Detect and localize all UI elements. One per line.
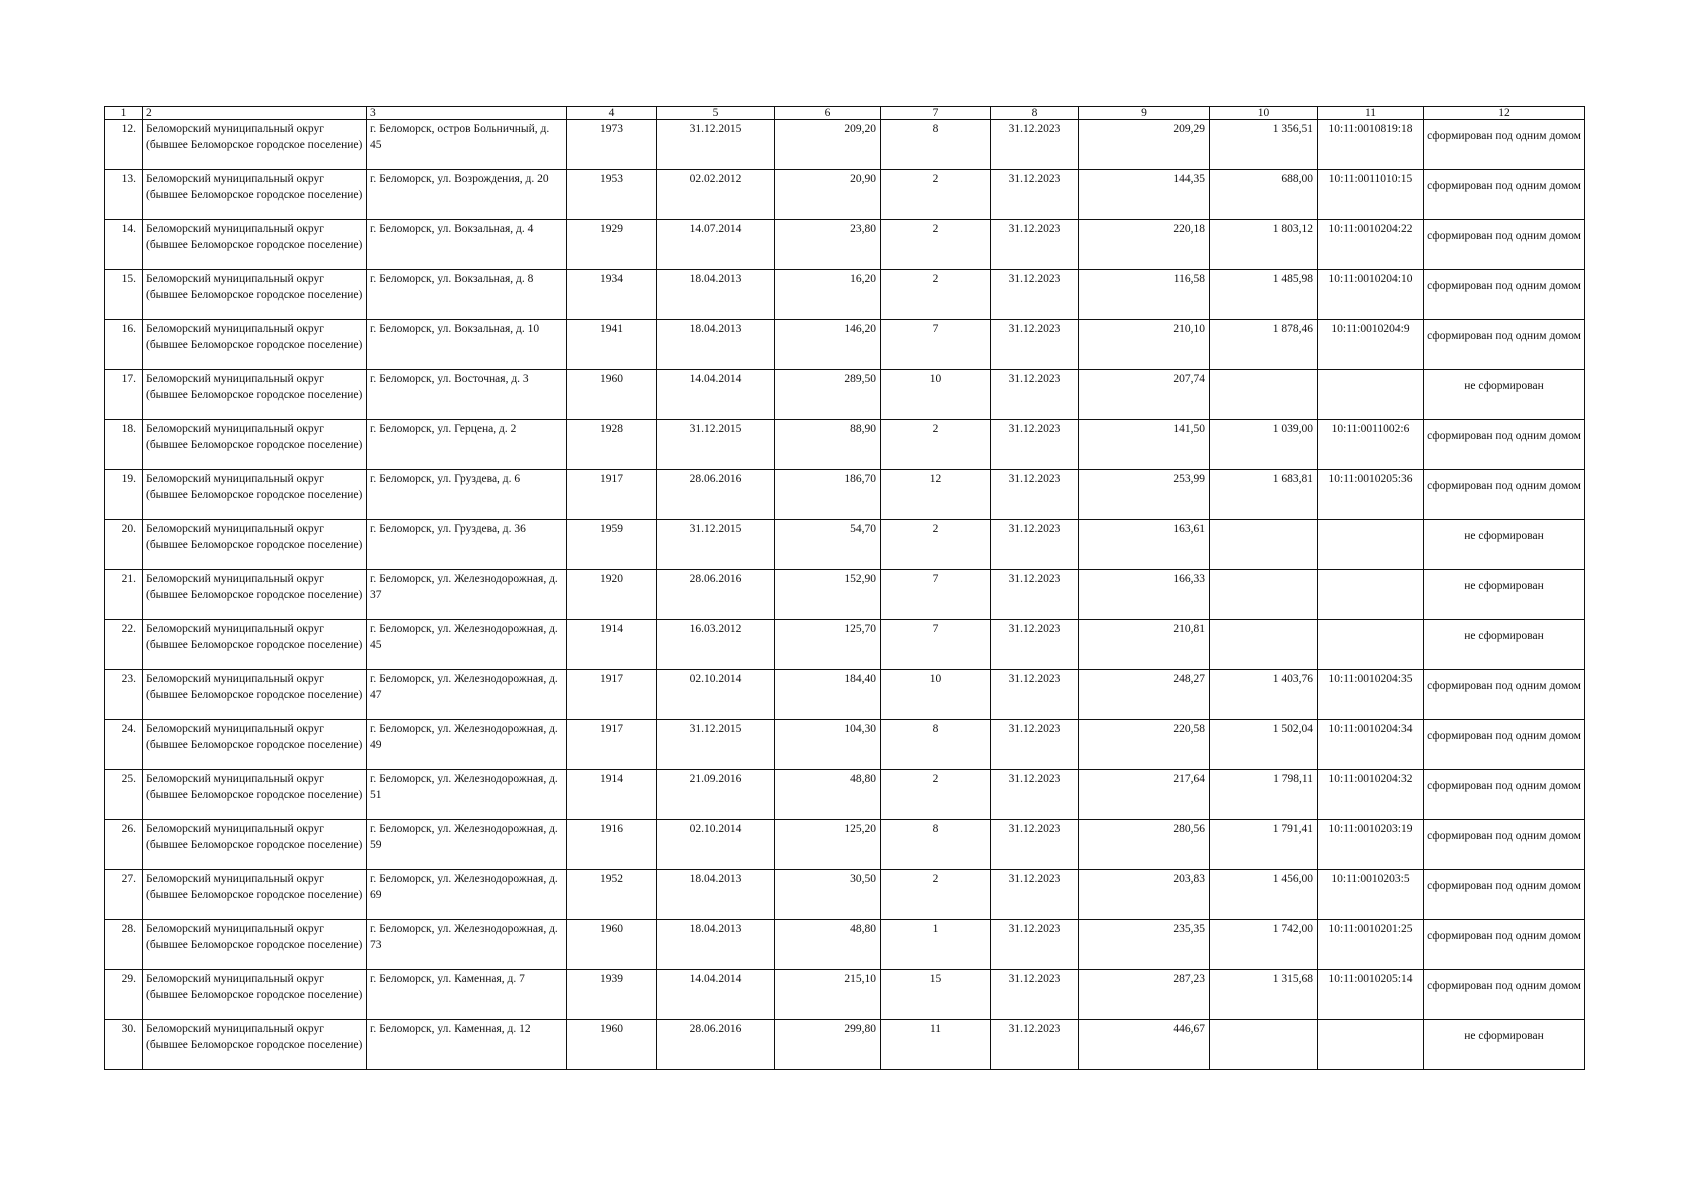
table-row [105, 970, 1585, 1020]
deadline-date-cell: 31.12.2023 [991, 870, 1079, 920]
year-built-cell: 1952 [567, 870, 657, 920]
land-status-cell: сформирован под одним домом [1424, 170, 1585, 220]
land-status-cell: не сформирован [1424, 520, 1585, 570]
cadastral-number-cell: 10:11:0010203:5 [1318, 870, 1424, 920]
address-cell: г. Беломорск, ул. Железнодорожная, д. 73 [367, 920, 567, 970]
table-row [105, 1020, 1585, 1070]
municipality-cell: Беломорский муниципальный округ (бывшее Беломорское городское поселение) [143, 670, 367, 720]
cadastral-number-cell: 10:11:0011010:15 [1318, 170, 1424, 220]
column-number-row [105, 107, 1585, 120]
land-area-cell: 1 485,98 [1210, 270, 1318, 320]
area-cell: 20,90 [775, 170, 881, 220]
area-cell: 299,80 [775, 1020, 881, 1070]
address-cell: г. Беломорск, ул. Железнодорожная, д. 51 [367, 770, 567, 820]
municipality-cell: Беломорский муниципальный округ (бывшее Беломорское городское поселение) [143, 420, 367, 470]
col-header-3: 3 [367, 107, 567, 120]
residents-count-cell: 2 [881, 420, 991, 470]
table-row [105, 720, 1585, 770]
land-status-cell: сформирован под одним домом [1424, 270, 1585, 320]
land-status-cell: сформирован под одним домом [1424, 920, 1585, 970]
value-cell: 220,58 [1079, 720, 1210, 770]
land-area-cell: 1 798,11 [1210, 770, 1318, 820]
municipality-cell: Беломорский муниципальный округ (бывшее Беломорское городское поселение) [143, 220, 367, 270]
cadastral-number-cell [1318, 520, 1424, 570]
cadastral-number-cell: 10:11:0010205:14 [1318, 970, 1424, 1020]
area-cell: 30,50 [775, 870, 881, 920]
deadline-date-cell: 31.12.2023 [991, 770, 1079, 820]
municipality-cell: Беломорский муниципальный округ (бывшее Беломорское городское поселение) [143, 320, 367, 370]
municipality-cell: Беломорский муниципальный округ (бывшее Беломорское городское поселение) [143, 470, 367, 520]
table-row [105, 370, 1585, 420]
land-area-cell: 1 039,00 [1210, 420, 1318, 470]
date-cell: 18.04.2013 [657, 870, 775, 920]
value-cell: 209,29 [1079, 120, 1210, 170]
value-cell: 203,83 [1079, 870, 1210, 920]
municipality-cell: Беломорский муниципальный округ (бывшее Беломорское городское поселение) [143, 620, 367, 670]
land-status-cell: сформирован под одним домом [1424, 870, 1585, 920]
area-cell: 215,10 [775, 970, 881, 1020]
land-area-cell: 1 456,00 [1210, 870, 1318, 920]
land-status-cell: не сформирован [1424, 570, 1585, 620]
date-cell: 31.12.2015 [657, 720, 775, 770]
table-row [105, 670, 1585, 720]
row-number: 24. [105, 720, 143, 770]
residents-count-cell: 12 [881, 470, 991, 520]
date-cell: 16.03.2012 [657, 620, 775, 670]
year-built-cell: 1928 [567, 420, 657, 470]
residents-count-cell: 2 [881, 870, 991, 920]
residents-count-cell: 11 [881, 1020, 991, 1070]
col-header-5: 5 [657, 107, 775, 120]
date-cell: 28.06.2016 [657, 570, 775, 620]
date-cell: 02.10.2014 [657, 820, 775, 870]
land-area-cell: 1 878,46 [1210, 320, 1318, 370]
cadastral-number-cell: 10:11:0010204:34 [1318, 720, 1424, 770]
land-status-cell: сформирован под одним домом [1424, 670, 1585, 720]
land-area-cell [1210, 570, 1318, 620]
value-cell: 287,23 [1079, 970, 1210, 1020]
date-cell: 14.07.2014 [657, 220, 775, 270]
address-cell: г. Беломорск, ул. Восточная, д. 3 [367, 370, 567, 420]
year-built-cell: 1941 [567, 320, 657, 370]
year-built-cell: 1953 [567, 170, 657, 220]
cadastral-number-cell: 10:11:0010204:9 [1318, 320, 1424, 370]
municipality-cell: Беломорский муниципальный округ (бывшее Беломорское городское поселение) [143, 970, 367, 1020]
year-built-cell: 1917 [567, 670, 657, 720]
date-cell: 31.12.2015 [657, 520, 775, 570]
col-header-1: 1 [105, 107, 143, 120]
area-cell: 48,80 [775, 770, 881, 820]
date-cell: 28.06.2016 [657, 1020, 775, 1070]
land-area-cell [1210, 620, 1318, 670]
cadastral-number-cell: 10:11:0010205:36 [1318, 470, 1424, 520]
date-cell: 14.04.2014 [657, 970, 775, 1020]
area-cell: 209,20 [775, 120, 881, 170]
year-built-cell: 1960 [567, 920, 657, 970]
deadline-date-cell: 31.12.2023 [991, 1020, 1079, 1070]
deadline-date-cell: 31.12.2023 [991, 370, 1079, 420]
table-row [105, 120, 1585, 170]
deadline-date-cell: 31.12.2023 [991, 670, 1079, 720]
deadline-date-cell: 31.12.2023 [991, 570, 1079, 620]
row-number: 14. [105, 220, 143, 270]
address-cell: г. Беломорск, остров Больничный, д. 45 [367, 120, 567, 170]
value-cell: 210,10 [1079, 320, 1210, 370]
residents-count-cell: 7 [881, 320, 991, 370]
row-number: 20. [105, 520, 143, 570]
area-cell: 146,20 [775, 320, 881, 370]
register-table-wrapper [104, 106, 1585, 1070]
residents-count-cell: 7 [881, 620, 991, 670]
year-built-cell: 1973 [567, 120, 657, 170]
year-built-cell: 1960 [567, 370, 657, 420]
municipality-cell: Беломорский муниципальный округ (бывшее Беломорское городское поселение) [143, 520, 367, 570]
date-cell: 21.09.2016 [657, 770, 775, 820]
land-area-cell [1210, 370, 1318, 420]
land-status-cell: сформирован под одним домом [1424, 470, 1585, 520]
row-number: 16. [105, 320, 143, 370]
year-built-cell: 1917 [567, 470, 657, 520]
cadastral-number-cell [1318, 620, 1424, 670]
table-row [105, 520, 1585, 570]
residents-count-cell: 8 [881, 120, 991, 170]
land-status-cell: сформирован под одним домом [1424, 420, 1585, 470]
year-built-cell: 1934 [567, 270, 657, 320]
land-area-cell: 1 315,68 [1210, 970, 1318, 1020]
municipality-cell: Беломорский муниципальный округ (бывшее Беломорское городское поселение) [143, 270, 367, 320]
address-cell: г. Беломорск, ул. Груздева, д. 6 [367, 470, 567, 520]
date-cell: 18.04.2013 [657, 920, 775, 970]
value-cell: 280,56 [1079, 820, 1210, 870]
housing-register-table [104, 106, 1585, 1070]
row-number: 30. [105, 1020, 143, 1070]
residents-count-cell: 2 [881, 270, 991, 320]
date-cell: 31.12.2015 [657, 420, 775, 470]
col-header-8: 8 [991, 107, 1079, 120]
municipality-cell: Беломорский муниципальный округ (бывшее Беломорское городское поселение) [143, 870, 367, 920]
deadline-date-cell: 31.12.2023 [991, 270, 1079, 320]
address-cell: г. Беломорск, ул. Железнодорожная, д. 59 [367, 820, 567, 870]
value-cell: 163,61 [1079, 520, 1210, 570]
area-cell: 16,20 [775, 270, 881, 320]
area-cell: 289,50 [775, 370, 881, 420]
address-cell: г. Беломорск, ул. Железнодорожная, д. 69 [367, 870, 567, 920]
residents-count-cell: 8 [881, 720, 991, 770]
municipality-cell: Беломорский муниципальный округ (бывшее Беломорское городское поселение) [143, 170, 367, 220]
land-area-cell [1210, 520, 1318, 570]
cadastral-number-cell: 10:11:0010819:18 [1318, 120, 1424, 170]
address-cell: г. Беломорск, ул. Железнодорожная, д. 47 [367, 670, 567, 720]
value-cell: 141,50 [1079, 420, 1210, 470]
municipality-cell: Беломорский муниципальный округ (бывшее Беломорское городское поселение) [143, 720, 367, 770]
value-cell: 217,64 [1079, 770, 1210, 820]
col-header-12: 12 [1424, 107, 1585, 120]
municipality-cell: Беломорский муниципальный округ (бывшее Беломорское городское поселение) [143, 920, 367, 970]
year-built-cell: 1914 [567, 620, 657, 670]
cadastral-number-cell: 10:11:0010204:35 [1318, 670, 1424, 720]
address-cell: г. Беломорск, ул. Каменная, д. 7 [367, 970, 567, 1020]
row-number: 22. [105, 620, 143, 670]
cadastral-number-cell: 10:11:0010204:32 [1318, 770, 1424, 820]
col-header-6: 6 [775, 107, 881, 120]
land-area-cell: 1 356,51 [1210, 120, 1318, 170]
table-row [105, 170, 1585, 220]
municipality-cell: Беломорский муниципальный округ (бывшее Беломорское городское поселение) [143, 570, 367, 620]
address-cell: г. Беломорск, ул. Железнодорожная, д. 49 [367, 720, 567, 770]
value-cell: 248,27 [1079, 670, 1210, 720]
address-cell: г. Беломорск, ул. Возрождения, д. 20 [367, 170, 567, 220]
value-cell: 235,35 [1079, 920, 1210, 970]
land-status-cell: сформирован под одним домом [1424, 220, 1585, 270]
cadastral-number-cell: 10:11:0010204:22 [1318, 220, 1424, 270]
land-area-cell: 688,00 [1210, 170, 1318, 220]
residents-count-cell: 8 [881, 820, 991, 870]
date-cell: 02.10.2014 [657, 670, 775, 720]
table-row [105, 820, 1585, 870]
area-cell: 125,20 [775, 820, 881, 870]
land-status-cell: сформирован под одним домом [1424, 770, 1585, 820]
deadline-date-cell: 31.12.2023 [991, 170, 1079, 220]
table-row [105, 470, 1585, 520]
date-cell: 28.06.2016 [657, 470, 775, 520]
row-number: 19. [105, 470, 143, 520]
area-cell: 152,90 [775, 570, 881, 620]
row-number: 26. [105, 820, 143, 870]
land-status-cell: не сформирован [1424, 370, 1585, 420]
area-cell: 48,80 [775, 920, 881, 970]
deadline-date-cell: 31.12.2023 [991, 320, 1079, 370]
land-status-cell: не сформирован [1424, 1020, 1585, 1070]
cadastral-number-cell: 10:11:0010204:10 [1318, 270, 1424, 320]
address-cell: г. Беломорск, ул. Вокзальная, д. 8 [367, 270, 567, 320]
row-number: 23. [105, 670, 143, 720]
date-cell: 14.04.2014 [657, 370, 775, 420]
table-row [105, 920, 1585, 970]
col-header-7: 7 [881, 107, 991, 120]
table-row [105, 420, 1585, 470]
area-cell: 186,70 [775, 470, 881, 520]
address-cell: г. Беломорск, ул. Железнодорожная, д. 37 [367, 570, 567, 620]
address-cell: г. Беломорск, ул. Каменная, д. 12 [367, 1020, 567, 1070]
row-number: 12. [105, 120, 143, 170]
land-area-cell: 1 403,76 [1210, 670, 1318, 720]
cadastral-number-cell: 10:11:0010203:19 [1318, 820, 1424, 870]
cadastral-number-cell [1318, 1020, 1424, 1070]
row-number: 15. [105, 270, 143, 320]
deadline-date-cell: 31.12.2023 [991, 970, 1079, 1020]
municipality-cell: Беломорский муниципальный округ (бывшее Беломорское городское поселение) [143, 820, 367, 870]
row-number: 17. [105, 370, 143, 420]
municipality-cell: Беломорский муниципальный округ (бывшее Беломорское городское поселение) [143, 370, 367, 420]
deadline-date-cell: 31.12.2023 [991, 620, 1079, 670]
land-area-cell: 1 502,04 [1210, 720, 1318, 770]
residents-count-cell: 10 [881, 670, 991, 720]
cadastral-number-cell: 10:11:0010201:25 [1318, 920, 1424, 970]
year-built-cell: 1960 [567, 1020, 657, 1070]
value-cell: 207,74 [1079, 370, 1210, 420]
year-built-cell: 1939 [567, 970, 657, 1020]
table-row [105, 270, 1585, 320]
residents-count-cell: 2 [881, 220, 991, 270]
row-number: 18. [105, 420, 143, 470]
date-cell: 31.12.2015 [657, 120, 775, 170]
area-cell: 23,80 [775, 220, 881, 270]
land-area-cell: 1 803,12 [1210, 220, 1318, 270]
deadline-date-cell: 31.12.2023 [991, 220, 1079, 270]
table-row [105, 870, 1585, 920]
col-header-11: 11 [1318, 107, 1424, 120]
year-built-cell: 1914 [567, 770, 657, 820]
cadastral-number-cell [1318, 370, 1424, 420]
date-cell: 18.04.2013 [657, 270, 775, 320]
land-area-cell: 1 742,00 [1210, 920, 1318, 970]
residents-count-cell: 2 [881, 170, 991, 220]
land-area-cell: 1 791,41 [1210, 820, 1318, 870]
value-cell: 144,35 [1079, 170, 1210, 220]
residents-count-cell: 10 [881, 370, 991, 420]
municipality-cell: Беломорский муниципальный округ (бывшее Беломорское городское поселение) [143, 770, 367, 820]
cadastral-number-cell: 10:11:0011002:6 [1318, 420, 1424, 470]
land-status-cell: сформирован под одним домом [1424, 720, 1585, 770]
col-header-4: 4 [567, 107, 657, 120]
deadline-date-cell: 31.12.2023 [991, 470, 1079, 520]
row-number: 27. [105, 870, 143, 920]
address-cell: г. Беломорск, ул. Груздева, д. 36 [367, 520, 567, 570]
address-cell: г. Беломорск, ул. Вокзальная, д. 10 [367, 320, 567, 370]
deadline-date-cell: 31.12.2023 [991, 520, 1079, 570]
value-cell: 116,58 [1079, 270, 1210, 320]
table-row [105, 320, 1585, 370]
date-cell: 02.02.2012 [657, 170, 775, 220]
col-header-9: 9 [1079, 107, 1210, 120]
land-area-cell [1210, 1020, 1318, 1070]
residents-count-cell: 2 [881, 770, 991, 820]
residents-count-cell: 15 [881, 970, 991, 1020]
area-cell: 104,30 [775, 720, 881, 770]
residents-count-cell: 1 [881, 920, 991, 970]
table-body [105, 120, 1585, 1070]
table-row [105, 620, 1585, 670]
deadline-date-cell: 31.12.2023 [991, 120, 1079, 170]
value-cell: 253,99 [1079, 470, 1210, 520]
area-cell: 54,70 [775, 520, 881, 570]
row-number: 28. [105, 920, 143, 970]
municipality-cell: Беломорский муниципальный округ (бывшее Беломорское городское поселение) [143, 1020, 367, 1070]
table-row [105, 570, 1585, 620]
land-status-cell: сформирован под одним домом [1424, 970, 1585, 1020]
year-built-cell: 1917 [567, 720, 657, 770]
date-cell: 18.04.2013 [657, 320, 775, 370]
address-cell: г. Беломорск, ул. Железнодорожная, д. 45 [367, 620, 567, 670]
address-cell: г. Беломорск, ул. Герцена, д. 2 [367, 420, 567, 470]
table-row [105, 770, 1585, 820]
year-built-cell: 1959 [567, 520, 657, 570]
area-cell: 184,40 [775, 670, 881, 720]
year-built-cell: 1920 [567, 570, 657, 620]
area-cell: 88,90 [775, 420, 881, 470]
col-header-2: 2 [143, 107, 367, 120]
residents-count-cell: 2 [881, 520, 991, 570]
municipality-cell: Беломорский муниципальный округ (бывшее Беломорское городское поселение) [143, 120, 367, 170]
cadastral-number-cell [1318, 570, 1424, 620]
residents-count-cell: 7 [881, 570, 991, 620]
deadline-date-cell: 31.12.2023 [991, 720, 1079, 770]
value-cell: 210,81 [1079, 620, 1210, 670]
deadline-date-cell: 31.12.2023 [991, 820, 1079, 870]
land-status-cell: сформирован под одним домом [1424, 820, 1585, 870]
land-status-cell: сформирован под одним домом [1424, 320, 1585, 370]
value-cell: 220,18 [1079, 220, 1210, 270]
row-number: 29. [105, 970, 143, 1020]
land-area-cell: 1 683,81 [1210, 470, 1318, 520]
value-cell: 166,33 [1079, 570, 1210, 620]
row-number: 21. [105, 570, 143, 620]
land-status-cell: не сформирован [1424, 620, 1585, 670]
year-built-cell: 1929 [567, 220, 657, 270]
row-number: 25. [105, 770, 143, 820]
deadline-date-cell: 31.12.2023 [991, 920, 1079, 970]
value-cell: 446,67 [1079, 1020, 1210, 1070]
col-header-10: 10 [1210, 107, 1318, 120]
row-number: 13. [105, 170, 143, 220]
land-status-cell: сформирован под одним домом [1424, 120, 1585, 170]
area-cell: 125,70 [775, 620, 881, 670]
table-row [105, 220, 1585, 270]
address-cell: г. Беломорск, ул. Вокзальная, д. 4 [367, 220, 567, 270]
deadline-date-cell: 31.12.2023 [991, 420, 1079, 470]
year-built-cell: 1916 [567, 820, 657, 870]
